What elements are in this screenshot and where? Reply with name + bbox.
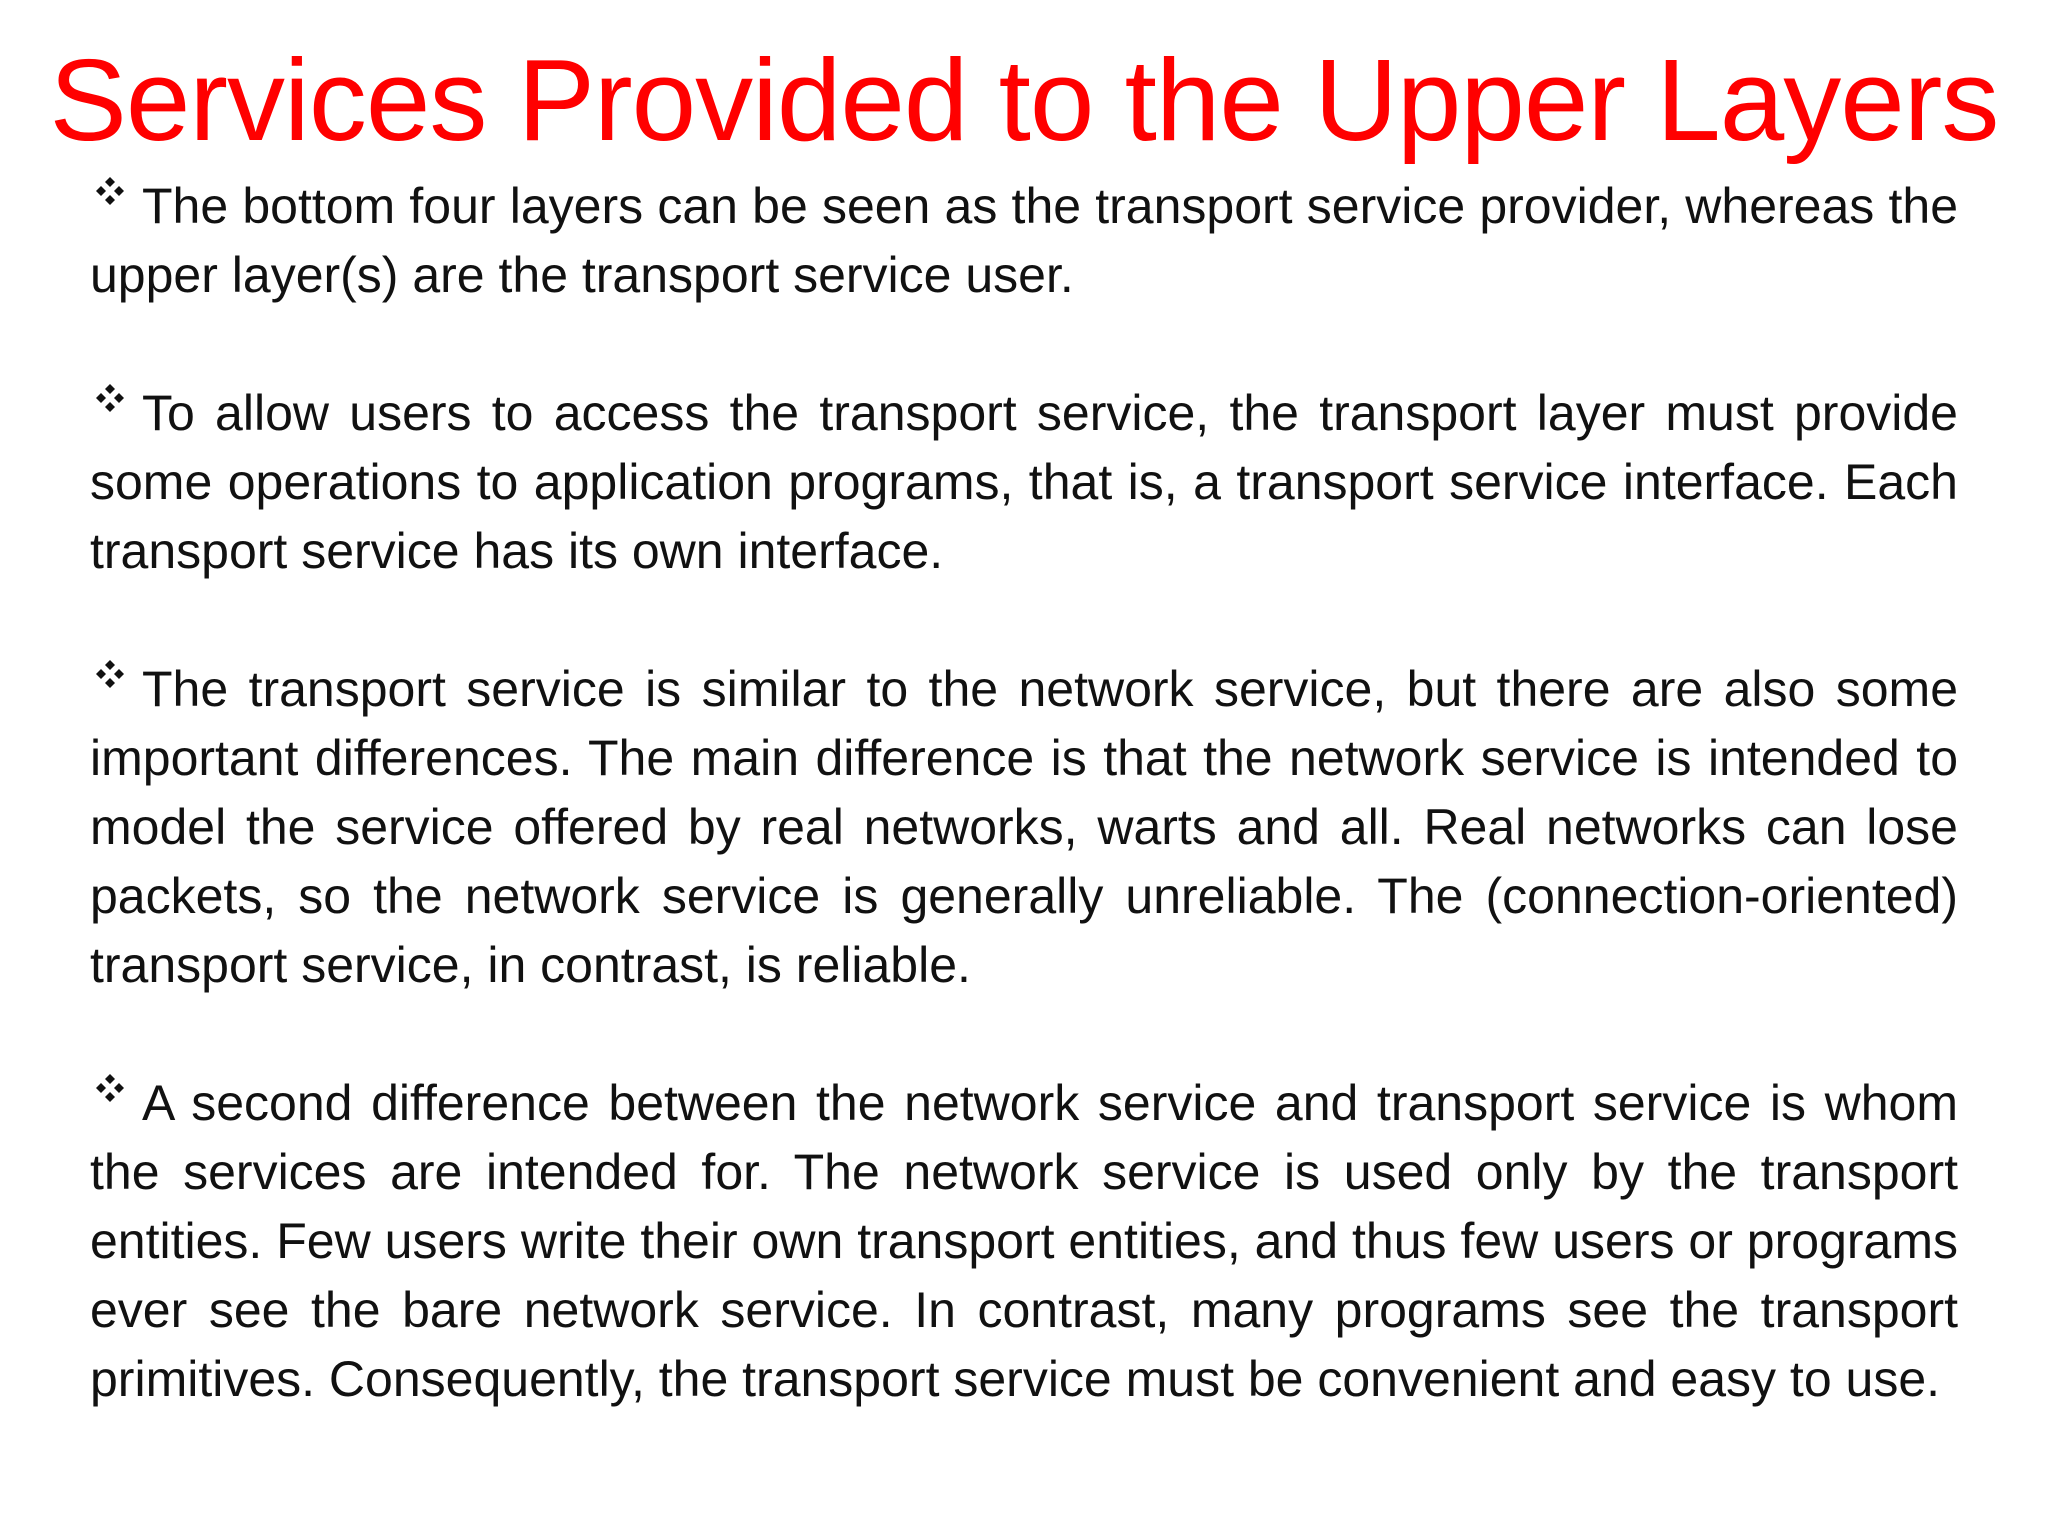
bullet-item bbox=[90, 655, 1958, 1000]
bullet-list bbox=[90, 172, 1958, 1414]
four-diamond-bullet-icon bbox=[90, 382, 140, 422]
bullet-text: A second difference between the network service and transport service is whom the services are intended for. The network service is used only by the transport entities. Few users write their own transport entities, and thus few users or programs ever see the bare network service. In contrast, many programs see the transport primitives. Consequently, the transport service must be convenient and easy to use. bbox=[90, 1075, 1958, 1407]
bullet-text: The transport service is similar to the network service, but there are also some important differences. The main difference is that the network service is intended to model the service offered by real networks, warts and all. Real networks can lose packets, so the network service is generally unreliable. The (connection-oriented) transport service, in contrast, is reliable. bbox=[90, 661, 1958, 993]
slide-title: Services Provided to the Upper Layers bbox=[49, 35, 1999, 165]
four-diamond-bullet-icon bbox=[90, 658, 140, 698]
bullet-item bbox=[90, 1069, 1958, 1414]
four-diamond-bullet-icon bbox=[90, 175, 140, 215]
bullet-item bbox=[90, 172, 1958, 310]
four-diamond-bullet-icon bbox=[90, 1072, 140, 1112]
bullet-text: To allow users to access the transport service, the transport layer must provide some operations to application programs, that is, a transport service interface. Each transport service has its own interface. bbox=[90, 385, 1958, 579]
bullet-text: The bottom four layers can be seen as the transport service provider, whereas the upper layer(s) are the transport service user. bbox=[90, 178, 1958, 303]
bullet-item bbox=[90, 379, 1958, 586]
